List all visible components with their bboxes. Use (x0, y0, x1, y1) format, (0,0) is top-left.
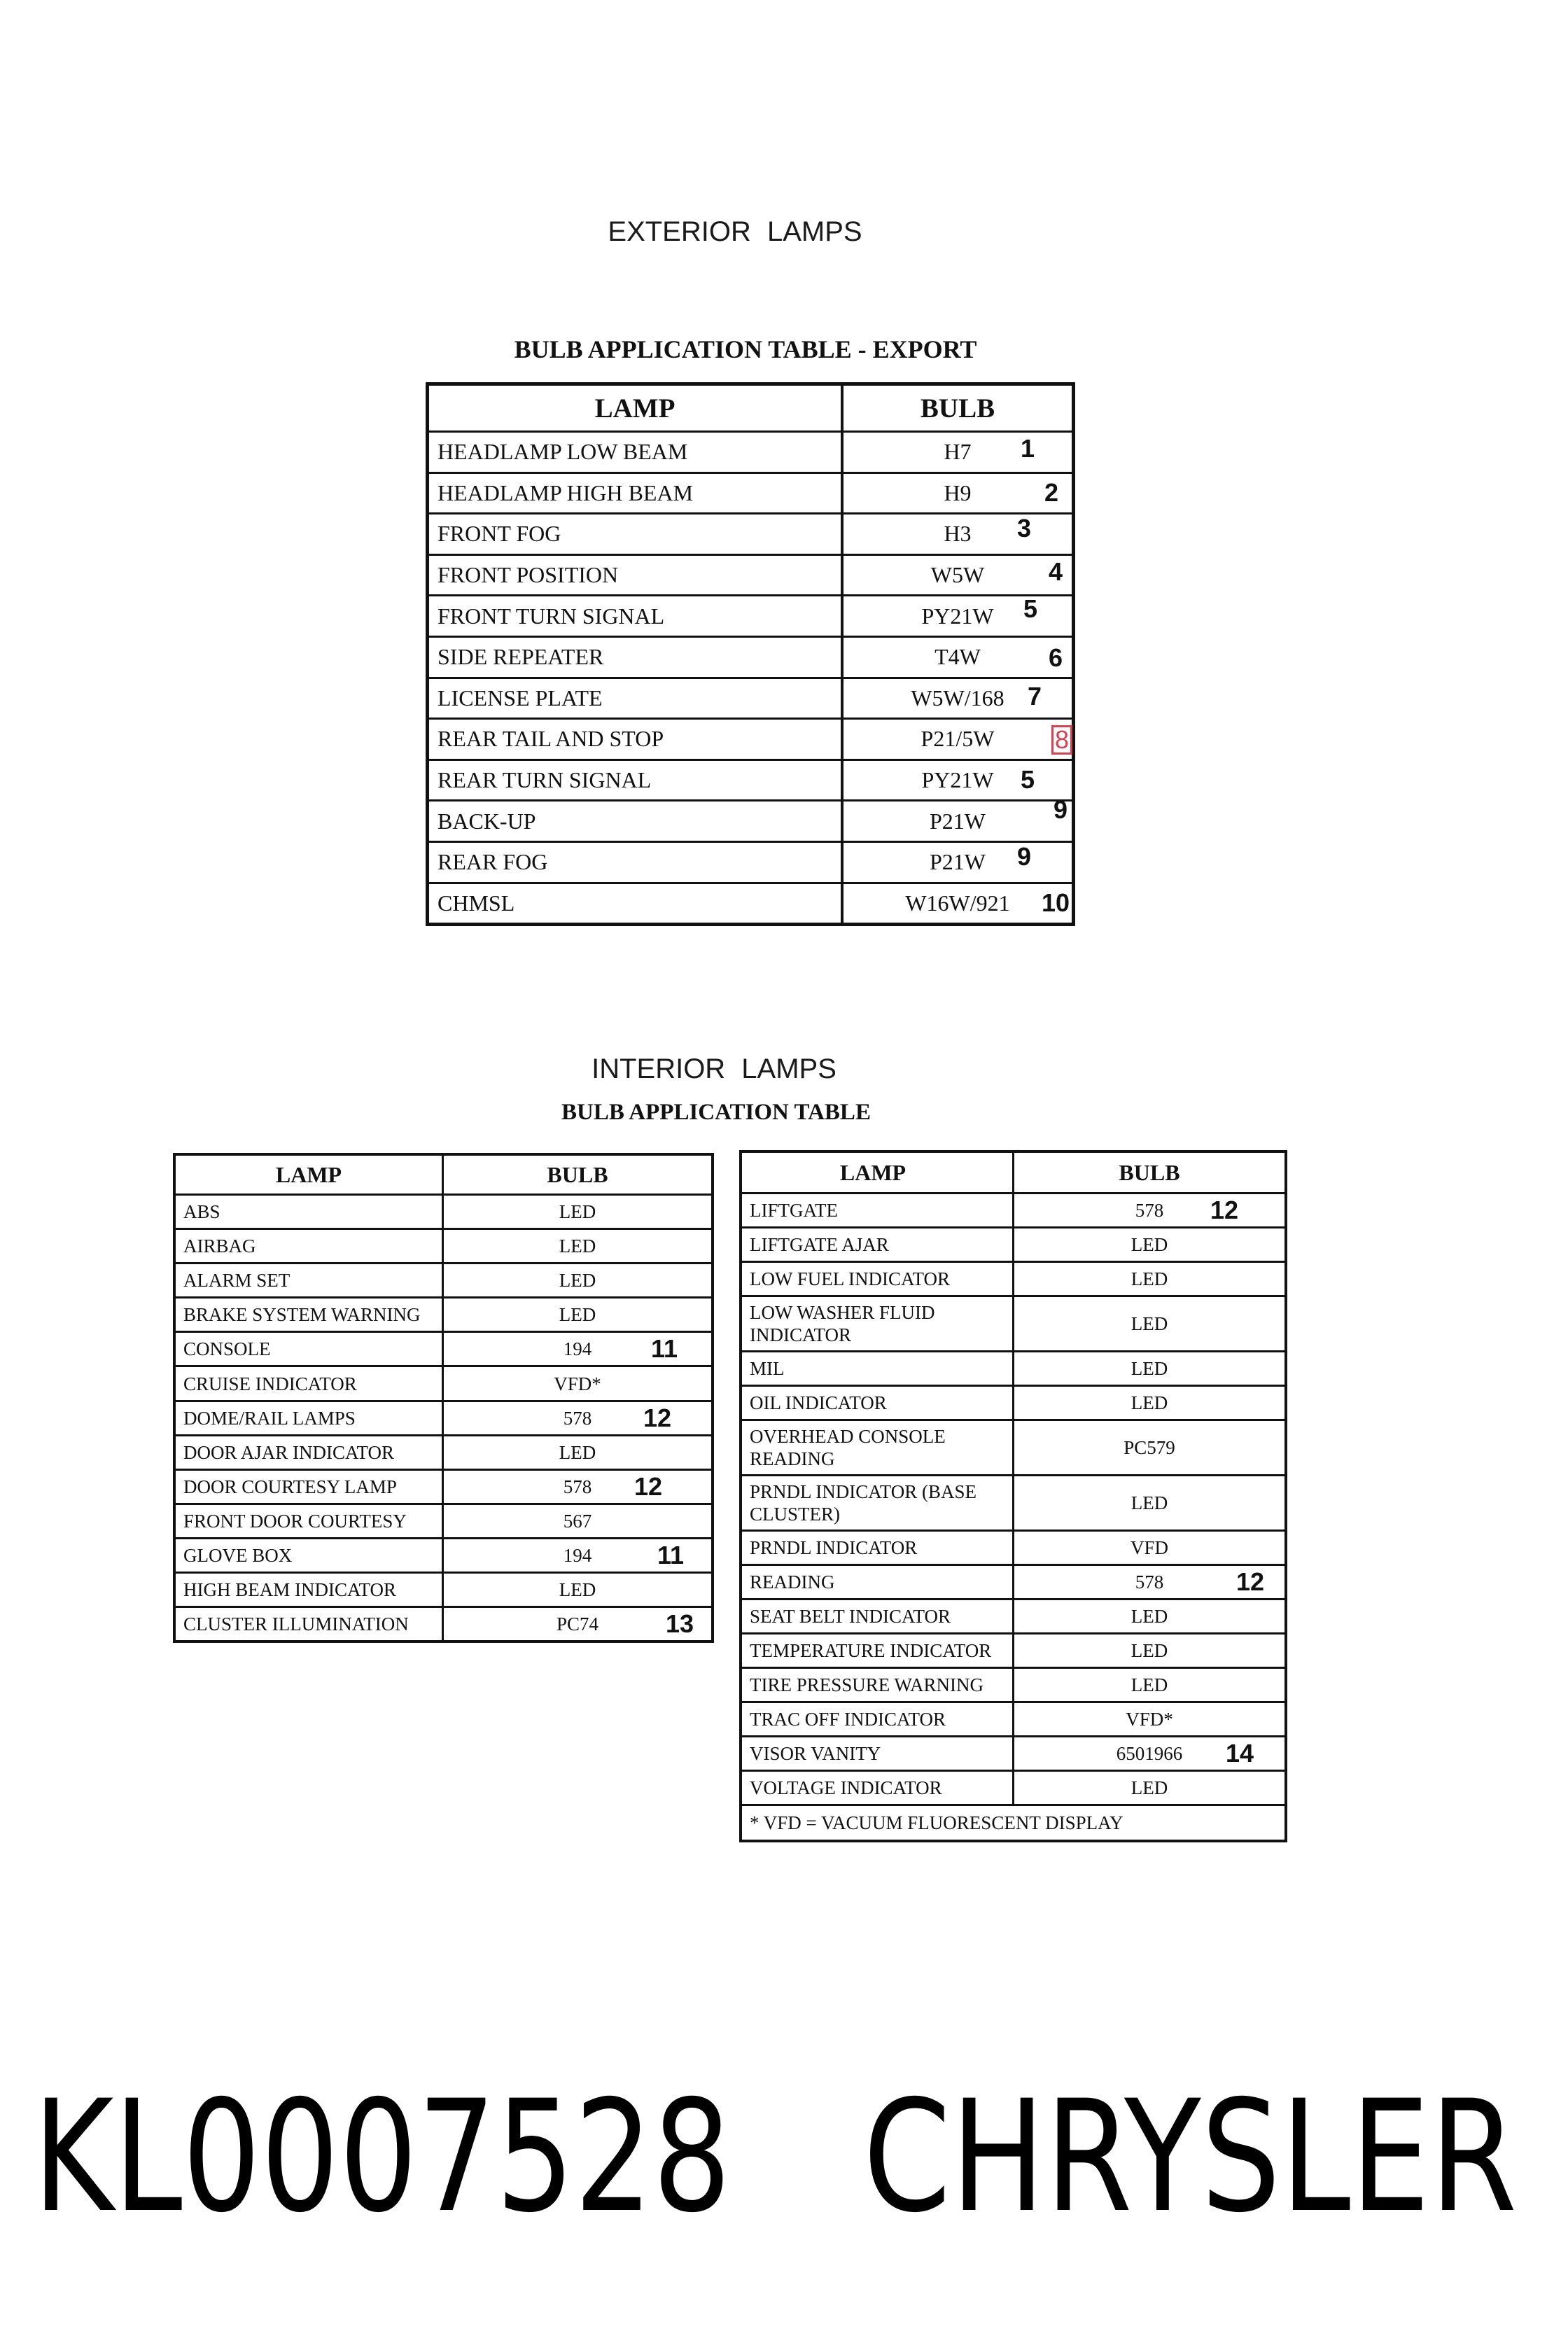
bulb-type: 567 (563, 1510, 592, 1532)
lamp-cell (742, 1737, 1014, 1770)
table-row (176, 1572, 711, 1606)
lamp-name: DOOR AJAR INDICATOR (183, 1441, 395, 1463)
lamp-cell (742, 1352, 1014, 1385)
bulb-cell (1014, 1634, 1284, 1667)
note-number: 4 (1048, 556, 1063, 586)
lamp-name: MIL (750, 1358, 785, 1379)
lamp-cell (176, 1402, 444, 1434)
lamp-column-header: LAMP (176, 1156, 444, 1194)
bulb-type: LED (559, 1304, 596, 1326)
bulb-type: W16W/921 (905, 890, 1010, 916)
lamp-name: SEAT BELT INDICATOR (750, 1606, 951, 1627)
note-number: 2 (1044, 477, 1059, 507)
bulb-cell (444, 1539, 711, 1572)
bulb-cell (844, 638, 1072, 677)
lamp-cell (176, 1298, 444, 1331)
bulb-cell (1014, 1421, 1284, 1474)
table-header-row (176, 1156, 711, 1194)
bulb-type: LED (559, 1441, 596, 1463)
bulb-type: LED (1130, 1268, 1168, 1289)
bulb-type: 578 (1135, 1200, 1164, 1221)
lamp-name: OVERHEAD CONSOLE READING (750, 1426, 946, 1469)
lamp-name: VOLTAGE INDICATOR (750, 1777, 942, 1798)
lamp-name: VISOR VANITY (750, 1743, 881, 1764)
bulb-cell (1014, 1772, 1284, 1804)
bulb-type: VFD* (554, 1373, 601, 1394)
table-row (176, 1503, 711, 1537)
bulb-type: 578 (563, 1476, 592, 1497)
lamp-cell (742, 1228, 1014, 1261)
lamp-name: LOW FUEL INDICATOR (750, 1268, 950, 1289)
lamp-cell (176, 1539, 444, 1572)
table-row (429, 759, 1072, 800)
note-number: 12 (634, 1471, 663, 1501)
bulb-cell (1014, 1566, 1284, 1598)
note-number: 14 (1225, 1739, 1254, 1768)
lamp-cell (742, 1669, 1014, 1701)
bulb-type: W5W/168 (911, 685, 1004, 710)
bulb-cell (444, 1505, 711, 1537)
bulb-cell (444, 1196, 711, 1228)
note-number: 7 (1027, 681, 1042, 710)
lamp-cell (742, 1421, 1014, 1474)
lamp-cell (429, 679, 844, 718)
table-row (742, 1564, 1284, 1598)
lamp-name: SIDE REPEATER (438, 644, 604, 670)
lamp-name: PRNDL INDICATOR (750, 1537, 918, 1558)
note-number: 5 (1020, 764, 1035, 794)
lamp-cell (429, 720, 844, 759)
bulb-type: 578 (563, 1407, 592, 1429)
exterior-bulb-table (426, 382, 1075, 926)
table-row (742, 1770, 1284, 1804)
bulb-cell (1014, 1737, 1284, 1770)
table-row (176, 1365, 711, 1399)
bulb-type: LED (1130, 1358, 1168, 1379)
note-number: 12 (1210, 1196, 1239, 1224)
lamp-name: FRONT TURN SIGNAL (438, 603, 665, 629)
lamp-name: LIFTGATE AJAR (750, 1234, 889, 1255)
bulb-type: P21/5W (920, 726, 995, 752)
lamp-name: REAR TAIL AND STOP (438, 726, 664, 752)
lamp-cell (429, 474, 844, 513)
table-row (176, 1262, 711, 1296)
lamp-name: FRONT POSITION (438, 562, 619, 588)
lamp-name: HEADLAMP HIGH BEAM (438, 479, 694, 505)
lamp-cell (429, 556, 844, 595)
bulb-cell (1014, 1263, 1284, 1295)
bulb-type: 578 (1135, 1572, 1164, 1592)
bulb-cell (444, 1471, 711, 1503)
bulb-cell (444, 1298, 711, 1331)
lamp-cell (742, 1194, 1014, 1226)
bulb-cell (1014, 1669, 1284, 1701)
note-number: 9 (1016, 841, 1032, 871)
bulb-type: 6501966 (1116, 1743, 1183, 1764)
note-number: 1 (1020, 434, 1035, 463)
bulb-cell (1014, 1532, 1284, 1564)
bulb-cell (444, 1436, 711, 1469)
note-number: 9 (1053, 795, 1068, 825)
lamp-name: REAR TURN SIGNAL (438, 767, 652, 793)
lamp-name: TEMPERATURE INDICATOR (750, 1640, 992, 1661)
bulb-type: LED (559, 1236, 596, 1257)
bulb-cell (444, 1230, 711, 1262)
table-row (742, 1735, 1284, 1770)
lamp-name: FRONT FOG (438, 521, 561, 547)
lamp-name: DOME/RAIL LAMPS (183, 1407, 356, 1429)
highlighted-note-number: 8 (1051, 725, 1072, 755)
bulb-type: P21W (930, 849, 986, 875)
table-row (429, 430, 1072, 472)
lamp-name: AIRBAG (183, 1236, 256, 1257)
bulb-cell (844, 843, 1072, 882)
bulb-cell (844, 795, 1072, 841)
table-row (742, 1632, 1284, 1667)
lamp-name: GLOVE BOX (183, 1544, 293, 1566)
note-number: 12 (1236, 1567, 1265, 1596)
bulb-cell (444, 1574, 711, 1606)
table-row (176, 1537, 711, 1572)
lamp-name: HEADLAMP LOW BEAM (438, 439, 688, 465)
table-row (176, 1331, 711, 1365)
bulb-cell (844, 556, 1072, 595)
lamp-cell (429, 843, 844, 882)
bulb-cell (1014, 1600, 1284, 1632)
table-row (429, 554, 1072, 595)
exterior-table-title: BULB APPLICATION TABLE - EXPORT (514, 335, 977, 363)
interior-bulb-table-left (173, 1153, 714, 1643)
lamp-name: FRONT DOOR COURTESY (183, 1510, 407, 1532)
lamp-name: TIRE PRESSURE WARNING (750, 1674, 984, 1695)
table-row (176, 1296, 711, 1331)
table-row (742, 1192, 1284, 1226)
bulb-type: W5W (930, 562, 985, 588)
bulb-type: PY21W (921, 603, 994, 629)
bulb-cell (844, 514, 1072, 554)
bulb-cell (844, 596, 1072, 636)
lamp-cell (429, 884, 844, 923)
lamp-cell (742, 1566, 1014, 1598)
bulb-type: LED (1130, 1777, 1168, 1798)
lamp-cell (176, 1436, 444, 1469)
lamp-column-header: LAMP (429, 386, 844, 430)
bulb-type: P21W (930, 808, 986, 834)
lamp-cell (742, 1772, 1014, 1804)
table-row (429, 636, 1072, 677)
lamp-name: HIGH BEAM INDICATOR (183, 1579, 397, 1601)
bulb-type: LED (1130, 1313, 1168, 1334)
bulb-type: LED (1130, 1392, 1168, 1413)
bulb-cell (444, 1402, 711, 1434)
note-number: 12 (643, 1403, 672, 1432)
table-row (429, 795, 1072, 841)
table-row (429, 512, 1072, 554)
table-footnote-row (742, 1804, 1284, 1840)
table-row (742, 1701, 1284, 1735)
bulb-cell (1014, 1352, 1284, 1385)
lamp-cell (429, 514, 844, 554)
table-footnote: * VFD = VACUUM FLUORESCENT DISPLAY (750, 1812, 1124, 1833)
bulb-type: VFD* (1126, 1709, 1173, 1730)
note-number: 6 (1048, 643, 1063, 672)
bulb-cell (444, 1367, 711, 1399)
lamp-cell (742, 1476, 1014, 1530)
table-row (429, 882, 1072, 923)
bulb-column-header: BULB (547, 1162, 608, 1187)
table-header-row (429, 386, 1072, 430)
bulb-type: LED (559, 1201, 596, 1223)
bulb-column-header: BULB (920, 393, 995, 424)
table-row (429, 472, 1072, 513)
lamp-cell (176, 1264, 444, 1296)
lamp-column-header: LAMP (742, 1153, 1014, 1192)
bulb-cell (1014, 1476, 1284, 1530)
lamp-cell (742, 1703, 1014, 1735)
interior-table-title: BULB APPLICATION TABLE (561, 1100, 871, 1125)
lamp-name: CRUISE INDICATOR (183, 1373, 357, 1394)
table-row (742, 1261, 1284, 1295)
bulb-cell (844, 433, 1072, 472)
lamp-name: ALARM SET (183, 1270, 290, 1292)
bulb-type: LED (1130, 1606, 1168, 1627)
lamp-name: READING (750, 1572, 835, 1592)
table-row (742, 1385, 1284, 1419)
bulb-type: T4W (934, 644, 981, 670)
lamp-name: LICENSE PLATE (438, 685, 603, 710)
table-row (429, 718, 1072, 759)
bulb-cell (844, 761, 1072, 800)
table-row (176, 1400, 711, 1434)
lamp-name: OIL INDICATOR (750, 1392, 887, 1413)
bulb-cell (444, 1264, 711, 1296)
part-number: KL0007528 (33, 2067, 732, 2246)
lamp-cell (176, 1333, 444, 1365)
bulb-type: H7 (944, 439, 972, 465)
lamp-name: ABS (183, 1201, 220, 1223)
table-row (742, 1419, 1284, 1474)
bulb-type: PY21W (921, 767, 994, 793)
lamp-cell (742, 1263, 1014, 1295)
bulb-type: PC579 (1124, 1437, 1175, 1458)
lamp-name: LIFTGATE (750, 1200, 838, 1221)
table-row (742, 1474, 1284, 1530)
brand-name: CHRYSLER (863, 2067, 1518, 2246)
table-row (742, 1350, 1284, 1385)
lamp-name: TRAC OFF INDICATOR (750, 1709, 946, 1730)
lamp-name: CONSOLE (183, 1338, 271, 1360)
bulb-cell (1014, 1194, 1284, 1226)
lamp-cell (176, 1574, 444, 1606)
bulb-cell (1014, 1703, 1284, 1735)
table-row (429, 594, 1072, 636)
bulb-type: PC74 (556, 1614, 599, 1635)
bulb-type: VFD (1130, 1537, 1168, 1558)
table-row (742, 1667, 1284, 1701)
exterior-lamps-heading: EXTERIOR LAMPS (608, 216, 862, 247)
lamp-cell (176, 1608, 444, 1640)
bulb-cell (844, 474, 1072, 513)
note-number: 10 (1041, 888, 1070, 917)
bulb-type: LED (1130, 1640, 1168, 1661)
lamp-name: REAR FOG (438, 849, 548, 875)
table-header-row (742, 1153, 1284, 1192)
bulb-cell (1014, 1297, 1284, 1350)
table-row (176, 1606, 711, 1640)
lamp-name: LOW WASHER FLUID INDICATOR (750, 1302, 935, 1345)
lamp-cell (176, 1196, 444, 1228)
lamp-cell (176, 1505, 444, 1537)
lamp-cell (176, 1471, 444, 1503)
bulb-column-header: BULB (1119, 1160, 1180, 1185)
table-row (742, 1295, 1284, 1350)
table-row (742, 1226, 1284, 1261)
note-number: 11 (657, 1540, 685, 1569)
bulb-type: LED (559, 1270, 596, 1292)
bulb-type: 194 (563, 1338, 592, 1360)
table-row (429, 841, 1072, 882)
bulb-type: LED (559, 1579, 596, 1601)
note-number: 13 (665, 1609, 694, 1639)
lamp-cell (742, 1387, 1014, 1419)
lamp-cell (429, 433, 844, 472)
lamp-cell (742, 1297, 1014, 1350)
interior-lamps-heading: INTERIOR LAMPS (592, 1054, 836, 1084)
bulb-cell (1014, 1387, 1284, 1419)
lamp-cell (742, 1634, 1014, 1667)
lamp-cell (429, 638, 844, 677)
bulb-type: LED (1130, 1492, 1168, 1513)
bulb-cell (844, 884, 1072, 923)
bulb-type: LED (1130, 1674, 1168, 1695)
table-row (176, 1228, 711, 1262)
bulb-cell (1014, 1228, 1284, 1261)
bulb-cell (844, 679, 1072, 718)
bulb-cell (444, 1608, 711, 1640)
lamp-cell (742, 1600, 1014, 1632)
lamp-cell (429, 802, 844, 841)
lamp-name: PRNDL INDICATOR (BASE CLUSTER) (750, 1481, 977, 1525)
bulb-cell (844, 720, 1072, 759)
bulb-type: H9 (944, 479, 972, 505)
note-number: 5 (1023, 594, 1038, 624)
lamp-cell (176, 1230, 444, 1262)
table-row (176, 1469, 711, 1503)
lamp-cell (429, 761, 844, 800)
lamp-cell (429, 596, 844, 636)
bulb-type: 194 (563, 1544, 592, 1566)
lamp-name: BACK-UP (438, 808, 536, 834)
lamp-name: CLUSTER ILLUMINATION (183, 1614, 409, 1635)
note-number: 11 (650, 1334, 678, 1364)
table-row (176, 1434, 711, 1469)
lamp-name: DOOR COURTESY LAMP (183, 1476, 397, 1497)
bulb-type: H3 (944, 521, 972, 547)
table-row (429, 677, 1072, 718)
table-row (176, 1194, 711, 1228)
table-row (742, 1530, 1284, 1564)
lamp-name: BRAKE SYSTEM WARNING (183, 1304, 421, 1326)
bulb-type: LED (1130, 1234, 1168, 1255)
table-row (742, 1598, 1284, 1632)
lamp-cell (742, 1532, 1014, 1564)
bulb-cell (444, 1333, 711, 1365)
lamp-name: CHMSL (438, 890, 515, 916)
interior-bulb-table-right (739, 1150, 1287, 1842)
note-number: 3 (1016, 514, 1032, 543)
lamp-cell (176, 1367, 444, 1399)
